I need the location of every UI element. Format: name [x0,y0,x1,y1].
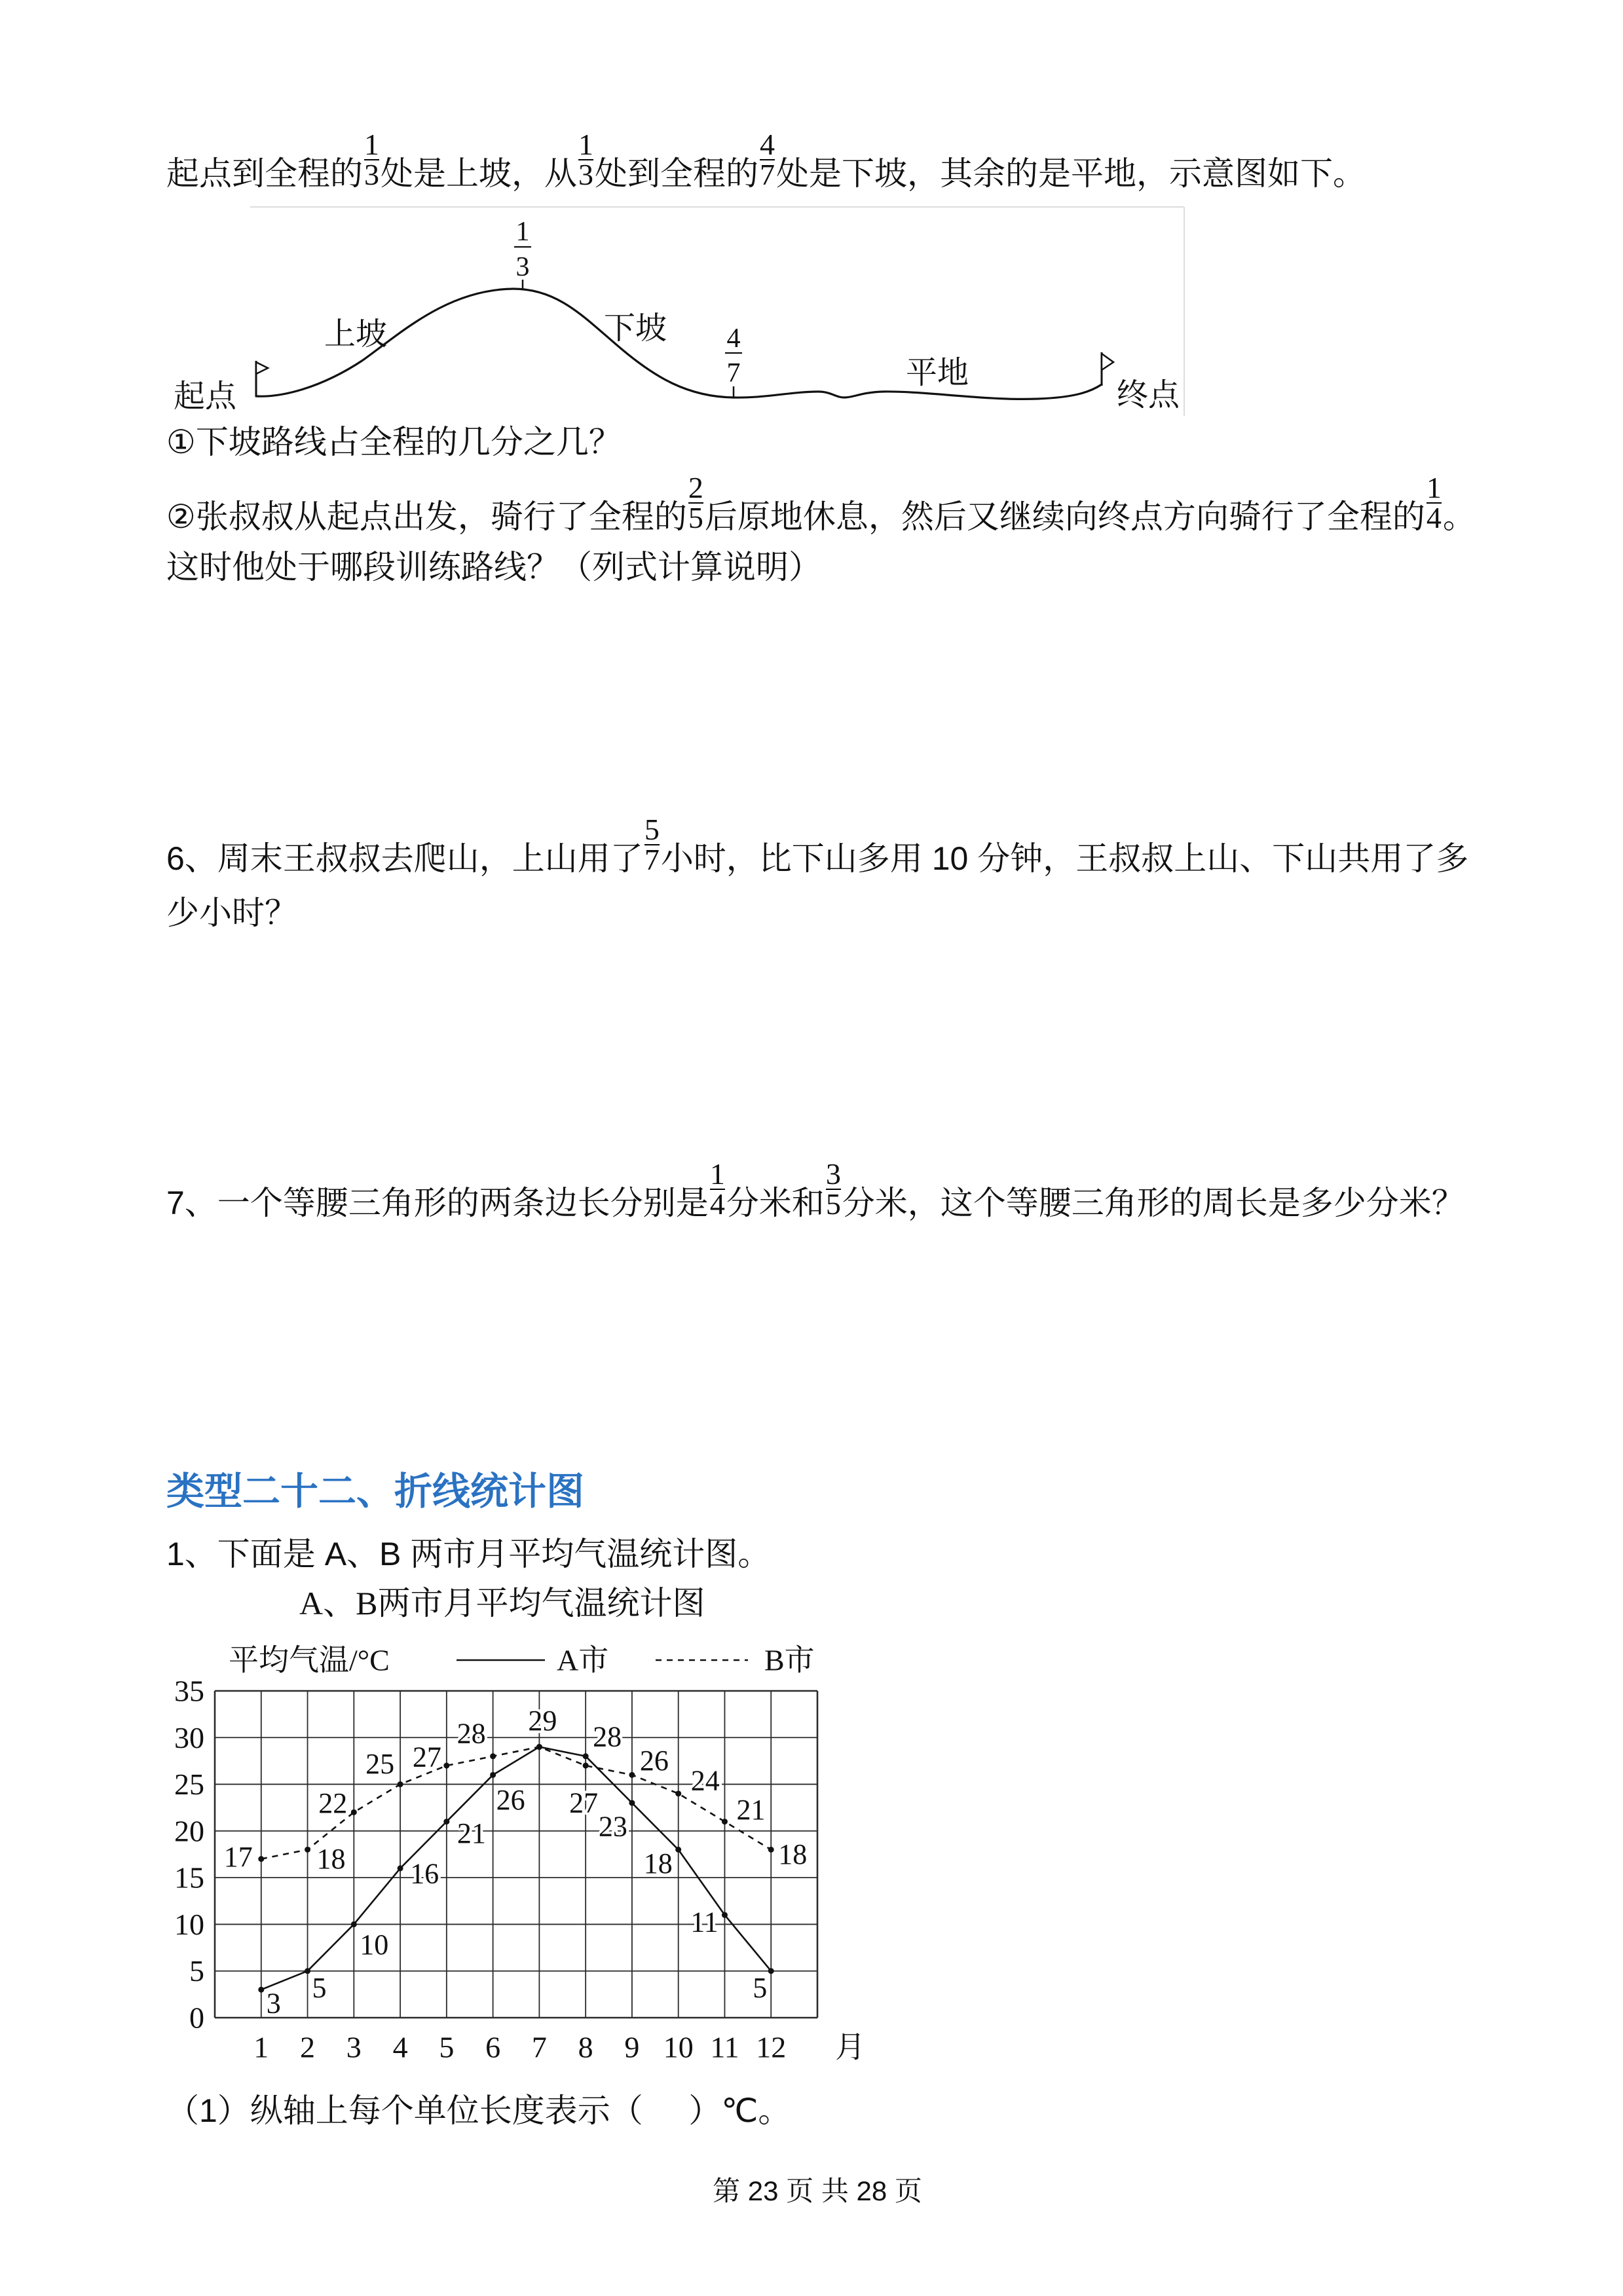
start-flag-icon [256,361,268,397]
intro-text-2: 处是上坡，从 [381,155,577,192]
x-tick-label: 6 [485,2030,501,2064]
problem7-text-1: 7、一个等腰三角形的两条边长分别是 [166,1185,709,1221]
data-point-b [536,1744,542,1750]
temperature-line-chart [0,1624,917,2069]
x-axis-title: 月 [835,2030,865,2064]
q2-text-3: 。 [1442,498,1476,535]
data-label-a: 23 [598,1810,627,1843]
denominator: 4 [1426,501,1442,534]
numerator: 1 [709,1157,725,1191]
fraction-one-fourth [709,1157,726,1221]
problem5-question-2 [166,471,1476,535]
y-axis-title: 平均气温/°C [229,1643,390,1677]
data-label-b: 25 [365,1748,395,1781]
x-tick-label: 4 [392,2030,408,2064]
denominator: 5 [825,1187,841,1221]
y-tick-label: 25 [174,1768,204,1802]
problem7-text-2: 分米和 [726,1185,825,1221]
fraction-three-fifths [825,1157,842,1221]
numerator: 2 [688,471,703,504]
data-point-a [398,1865,403,1871]
data-point-b [351,1809,357,1815]
section-heading: 类型二十二、折线统计图 [166,1470,585,1513]
y-tick-label: 35 [174,1674,204,1708]
intro-text-4: 处是下坡，其余的是平地，示意图如下。 [776,155,1366,192]
denominator: 5 [688,501,703,534]
denominator: 3 [364,158,379,191]
fraction-four-sevenths [759,128,775,191]
data-label-a: 11 [690,1906,718,1938]
end-flag-cloth [1102,354,1113,370]
y-tick-label: 15 [174,1861,204,1895]
problem6-text-2: 小时，比下山多用 10 分钟，王叔叔上山、下山共用了多 [660,840,1469,877]
x-tick-label: 9 [624,2030,640,2064]
data-point-a [305,1968,310,1974]
flat-label: 平地 [906,356,969,390]
fraction-five-sevenths [644,813,660,876]
data-point-b [629,1772,635,1778]
x-tick-label: 11 [710,2030,739,2064]
data-label-a: 5 [753,1972,768,2005]
chart-question-intro: 1、下面是 A、B 两市月平均气温统计图。 [166,1536,771,1572]
numerator: 4 [760,128,775,161]
problem6 [166,813,1469,877]
data-label-a: 5 [312,1972,327,2005]
data-label-b: 29 [528,1705,557,1737]
y-tick-label: 20 [174,1814,204,1848]
q2-text-2: 后原地休息，然后又继续向终点方向骑行了全程的 [704,498,1425,535]
problem5-question-2-line-2: 这时他处于哪段训练路线？（列式计算说明） [166,549,821,585]
data-label-b: 26 [639,1744,669,1777]
problem6-line-2: 少小时？ [166,895,297,931]
start-flag-cloth [256,362,268,374]
numerator: 1 [578,128,593,161]
problem5-question-1: ①下坡路线占全程的几分之几？ [166,424,622,460]
data-label-a: 28 [593,1720,622,1753]
data-point-a [583,1753,589,1759]
data-point-a [443,1819,449,1824]
x-tick-label: 10 [663,2030,694,2064]
data-point-a [490,1772,496,1778]
data-label-a: 18 [643,1847,673,1879]
y-tick-label: 10 [174,1907,204,1941]
q2-text-1: ②张叔叔从起点出发，骑行了全程的 [166,498,687,535]
data-point-b [398,1781,403,1787]
chart-title: A、B两市月平均气温统计图 [299,1585,705,1621]
problem7 [166,1157,1464,1221]
data-point-a [629,1800,635,1806]
data-point-a [722,1912,728,1918]
data-label-b: 24 [690,1764,720,1797]
data-point-b [722,1819,728,1824]
data-point-b [305,1847,310,1853]
data-label-a: 26 [496,1783,525,1816]
data-point-b [490,1753,496,1759]
start-label: 起点 [174,379,237,414]
denominator: 3 [578,158,593,191]
page-footer: 第 23 页 共 28 页 [713,2176,922,2206]
data-label-a: 21 [457,1817,486,1850]
fraction-one-third [578,128,594,191]
legend-label-b: B市 [764,1643,815,1677]
peak-fraction [514,217,531,282]
fraction-one-third [364,128,380,191]
chart-grid [215,1691,817,2018]
x-tick-label: 7 [531,2030,547,2064]
peak-numerator: 1 [515,217,530,247]
denominator: 7 [644,843,660,876]
data-label-a: 10 [360,1928,389,1961]
data-point-a [675,1847,681,1853]
data-label-b: 17 [223,1841,253,1874]
x-tick-label: 8 [578,2030,593,2064]
x-tick-label: 5 [439,2030,455,2064]
peak-denominator: 3 [515,252,530,282]
mark-numerator: 4 [726,324,741,354]
data-point-a [768,1968,774,1974]
fraction-two-fifths [688,471,704,534]
data-point-a [258,1987,264,1993]
x-tick-label: 1 [253,2030,269,2064]
x-tick-label: 2 [300,2030,316,2064]
numerator: 1 [1426,471,1442,504]
data-point-a [351,1921,357,1927]
data-label-a: 16 [410,1857,439,1890]
intro-text-1: 起点到全程的 [166,155,363,192]
mark-denominator: 7 [726,358,741,388]
y-tick-label: 5 [189,1954,204,1988]
data-point-b [583,1763,589,1769]
chart-question-part-1: （1）纵轴上每个单位长度表示（ ）℃。 [166,2092,791,2129]
data-label-b: 28 [457,1717,486,1750]
fraction-one-fourth [1426,471,1442,534]
problem6-text-1: 6、周末王叔叔去爬山，上山用了 [166,840,643,877]
data-label-b: 18 [316,1842,346,1875]
y-tick-label: 30 [174,1720,204,1754]
data-point-b [258,1856,264,1862]
chart-legend [229,1644,815,1677]
mark-fraction [725,324,742,388]
numerator: 5 [644,813,660,846]
data-label-b: 27 [569,1787,599,1819]
denominator: 4 [709,1187,725,1221]
numerator: 1 [364,128,379,161]
data-label-a: 3 [266,1987,281,2020]
problem7-text-3: 分米，这个等腰三角形的周长是多少分米？ [842,1185,1464,1221]
end-flag-icon [1102,352,1113,386]
data-point-b [675,1790,681,1796]
data-point-b [443,1763,449,1769]
problem5-intro [166,128,1366,192]
x-tick-label: 12 [756,2030,787,2064]
data-label-b: 18 [778,1838,808,1870]
data-label-b: 27 [412,1741,441,1773]
x-tick-label: 3 [346,2030,362,2064]
uphill-label: 上坡 [324,317,388,352]
route-diagram [166,206,1185,417]
numerator: 3 [825,1157,841,1191]
downhill-label: 下坡 [604,311,667,346]
y-tick-label: 0 [189,2001,204,2035]
intro-text-3: 处到全程的 [595,155,758,192]
legend-label-a: A市 [557,1643,609,1677]
end-label: 终点 [1117,378,1180,413]
denominator: 7 [760,158,775,191]
data-label-b: 21 [736,1794,766,1826]
data-point-b [768,1847,774,1853]
data-label-b: 22 [318,1787,348,1819]
